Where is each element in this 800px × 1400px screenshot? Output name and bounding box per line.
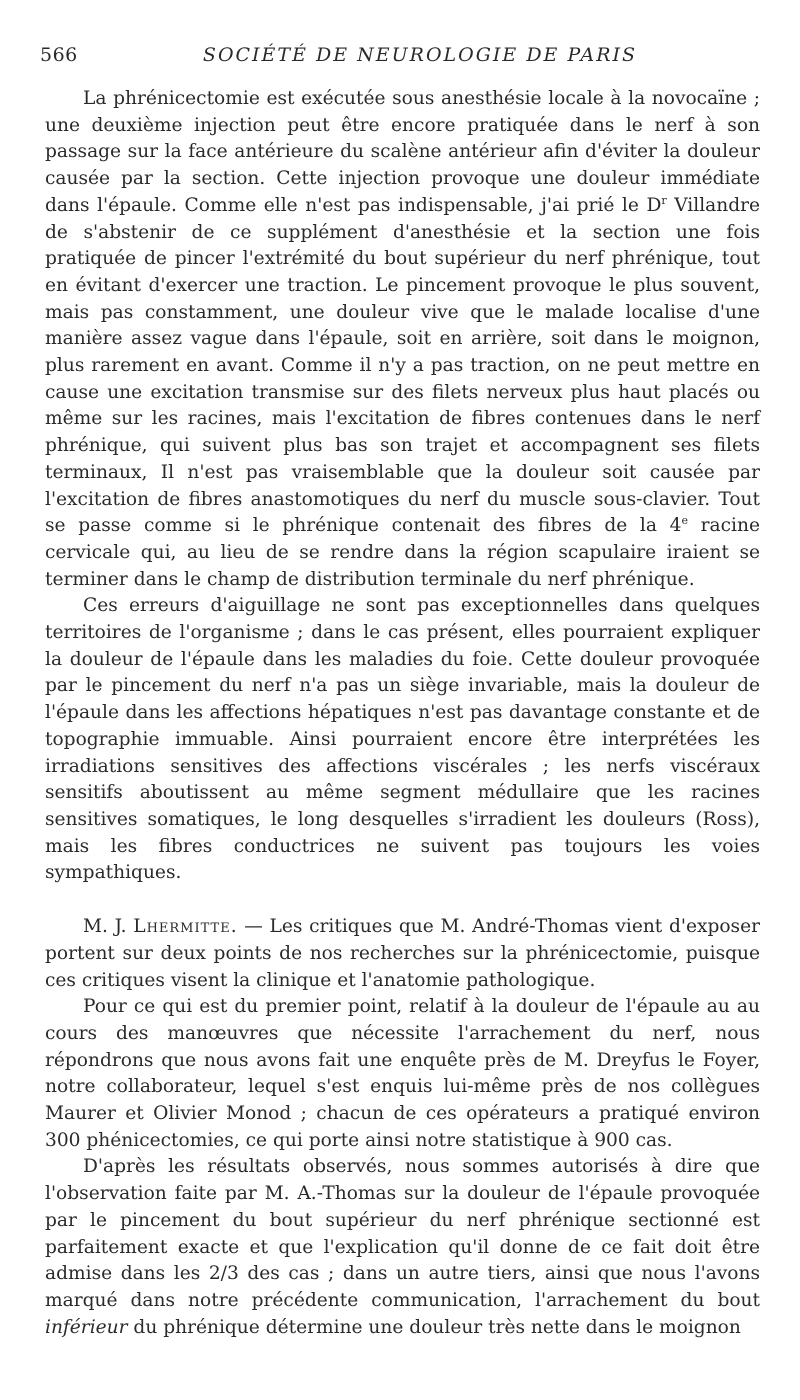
paragraph-phrenicectomie [45, 86, 760, 593]
p5-text-b: du phrénique détermine une douleur très nette dans le moignon [127, 1316, 741, 1338]
p1-superscript-r: r [661, 193, 667, 207]
p1-text-b: Villandre de s'abstenir de ce supplément d'anesthésie et la section une fois pratiquée de pincer l'extrémité du bout supérieur du nerf phrénique, tout en évitant d'exercer une traction. Le pincement provoque le plus souvent, mais pas constamment, une douleur vive que le malade localise d'une manière assez vague dans l'épaule, soit en arrière, soit dans le moignon, plus rarement en avant. Comme il n'y a pas traction, on ne peut mettre en cause une excitation transmise sur des filets nerveux plus haut placés ou même sur les racines, mais l'excitation de fibres contenues dans le nerf phrénique, qui suivent plus bas son trajet et accompagnent ses filets terminaux, Il n'est pas vraisemblable que la douleur soit causée par l'excitation de fibres anastomotiques du nerf du muscle sous-clavier. Tout se passe comme si le phrénique contenait des fibres de la 4 [45, 194, 761, 537]
p5-italic-inferieur: inférieur [45, 1316, 128, 1338]
paragraph-premier-point: Pour ce qui est du premier point, relatif à la douleur de l'épaule au au cours des manœuvres que nécessite l'arrachement du nerf, nous répondrons que nous avons fait une enquête près de M. Dreyfus le Foyer, notre collaborateur, lequel s'est enquis lui-même près de nos collègues Maurer et Olivier Monod ; chacun de ces opérateurs a pratiqué environ 300 phénicectomies, ce qui porte ainsi notre statistique à 900 cas. [45, 996, 760, 1151]
body-text [45, 86, 760, 1341]
p1-text-a: La phrénicectomie est exécutée sous anesthésie locale à la novocaïne ; une deuxième injection peut être encore pratiquée dans le nerf à son passage sur la face antérieure du scalène antérieur afin d'éviter la douleur causée par la section. Cette injection provoque une douleur immédiate dans l'épaule. Comme elle n'est pas indispensable, j'ai prié le D [45, 88, 760, 216]
page-number: 566 [40, 44, 78, 66]
speaker-prefix: M. J. [83, 916, 134, 938]
p3-text: — Les critiques que M. André-Thomas vient d'exposer portent sur deux points de nos recherches sur la phrénicectomie, puisque ces critiques visent la clinique et l'anatomie pathologique. [45, 916, 760, 991]
speaker-name: Lhermitte. [133, 916, 238, 938]
page-header [40, 44, 760, 72]
paragraph-resultats [45, 1154, 760, 1341]
paragraph-erreurs-aiguillage: Ces erreurs d'aiguillage ne sont pas exceptionnelles dans quelques territoires de l'organisme ; dans le cas présent, elles pourraient expliquer la douleur de l'épaule dans les maladies du foie. Cette douleur provoquée par le pincement du nerf n'a pas un siège invariable, mais la douleur de l'épaule dans les affections hépatiques n'est pas davantage constante et de topographie immuable. Ainsi pourraient encore être interprétées les irradiations sensitives des affections viscérales ; les nerfs viscéraux sensitifs aboutissent au même segment médullaire que les racines sensitives somatiques, le long desquelles s'irradient les douleurs (Ross), mais les fibres conductrices ne suivent pas toujours les voies sympathiques. [45, 595, 760, 884]
p5-text-a: D'après les résultats observés, nous sommes autorisés à dire que l'observation faite par M. A.-Thomas sur la douleur de l'épaule provoquée par le pincement du bout supérieur du nerf phrénique sectionné est parfaitement exacte et que l'explication qu'il donne de ce fait doit être admise dans les 2/3 des cas ; dans un autre tiers, ainsi que nous l'avons marqué dans notre précédente communication, l'arrachement du bout [45, 1156, 760, 1311]
p1-superscript-e: e [681, 514, 688, 528]
paragraph-lhermitte [45, 914, 760, 994]
p1-text-c: racine cervicale qui, au lieu de se rendre dans la région scapulaire iraient se terminer dans le champ de distribution terminale du nerf phrénique. [45, 515, 760, 590]
running-head: SOCIÉTÉ DE NEUROLOGIE DE PARIS [202, 44, 638, 66]
